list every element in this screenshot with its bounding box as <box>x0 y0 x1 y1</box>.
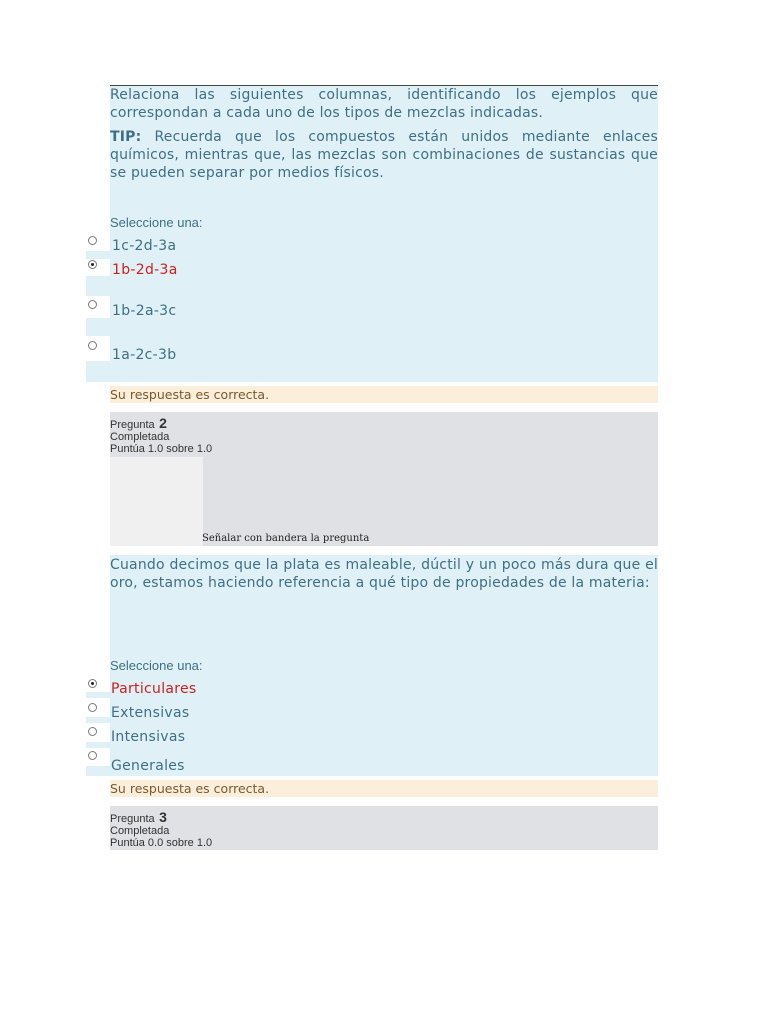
radio-button[interactable] <box>88 751 97 760</box>
question-label: Pregunta <box>110 813 155 825</box>
question-label: Pregunta <box>110 419 155 431</box>
radio-button-checked[interactable] <box>88 260 97 269</box>
question-1-option[interactable] <box>86 341 286 361</box>
question-status: Completada <box>110 825 170 837</box>
question-2-option[interactable] <box>86 727 286 747</box>
tip-text: Recuerda que los compuestos están unidos mediante enlaces químicos, mientras que, las mezclas son combinaciones de sustancias que se pueden separar por medios físicos. <box>110 129 658 181</box>
question-2-option-selected[interactable] <box>86 679 286 699</box>
question-1-prompt: Seleccione una: <box>110 215 203 230</box>
radio-button[interactable] <box>88 236 97 245</box>
question-status: Completada <box>110 431 170 443</box>
flag-icon[interactable] <box>110 457 203 546</box>
answer-strip <box>86 318 110 336</box>
question-score: Puntúa 0.0 sobre 1.0 <box>110 837 213 849</box>
option-label: 1c-2d-3a <box>112 238 177 254</box>
radio-button[interactable] <box>88 300 97 309</box>
radio-button[interactable] <box>88 727 97 736</box>
radio-button-checked[interactable] <box>88 679 97 688</box>
question-1-feedback: Su respuesta es correcta. <box>110 386 658 403</box>
question-number-value: 3 <box>159 809 167 825</box>
radio-button[interactable] <box>88 703 97 712</box>
option-label: 1a-2c-3b <box>112 347 177 363</box>
question-1-option[interactable] <box>86 236 286 256</box>
question-1-option[interactable] <box>86 300 286 320</box>
answer-strip <box>86 361 110 382</box>
question-2-text: Cuando decimos que la plata es maleable, dúctil y un poco más dura que el oro, estamos haciendo referencia a qué tipo de propiedades de la materia: <box>110 557 658 591</box>
question-1-text: Relaciona las siguientes columnas, identificando los ejemplos que correspondan a cada uno de los tipos de mezclas indicadas. <box>110 87 658 121</box>
option-label: Extensivas <box>111 705 190 721</box>
question-score: Puntúa 1.0 sobre 1.0 <box>110 443 213 455</box>
option-label: Intensivas <box>111 729 186 745</box>
option-label: 1b-2d-3a <box>112 262 178 278</box>
question-number-value: 2 <box>159 415 167 431</box>
question-2-info-box <box>110 412 658 546</box>
question-1-option-selected[interactable] <box>86 260 286 280</box>
question-3-info-box <box>110 806 658 850</box>
question-2-prompt: Seleccione una: <box>110 658 203 673</box>
tip-label: TIP: <box>110 129 142 145</box>
radio-button[interactable] <box>88 341 97 350</box>
question-2-option[interactable] <box>86 751 286 775</box>
question-2-option[interactable] <box>86 703 286 723</box>
option-label: Generales <box>111 758 185 774</box>
question-1-tip <box>110 128 658 182</box>
option-label: Particulares <box>111 681 197 697</box>
question-2-feedback: Su respuesta es correcta. <box>110 780 658 797</box>
flag-question-link[interactable]: Señalar con bandera la pregunta <box>202 533 370 544</box>
option-label: 1b-2a-3c <box>112 303 177 319</box>
